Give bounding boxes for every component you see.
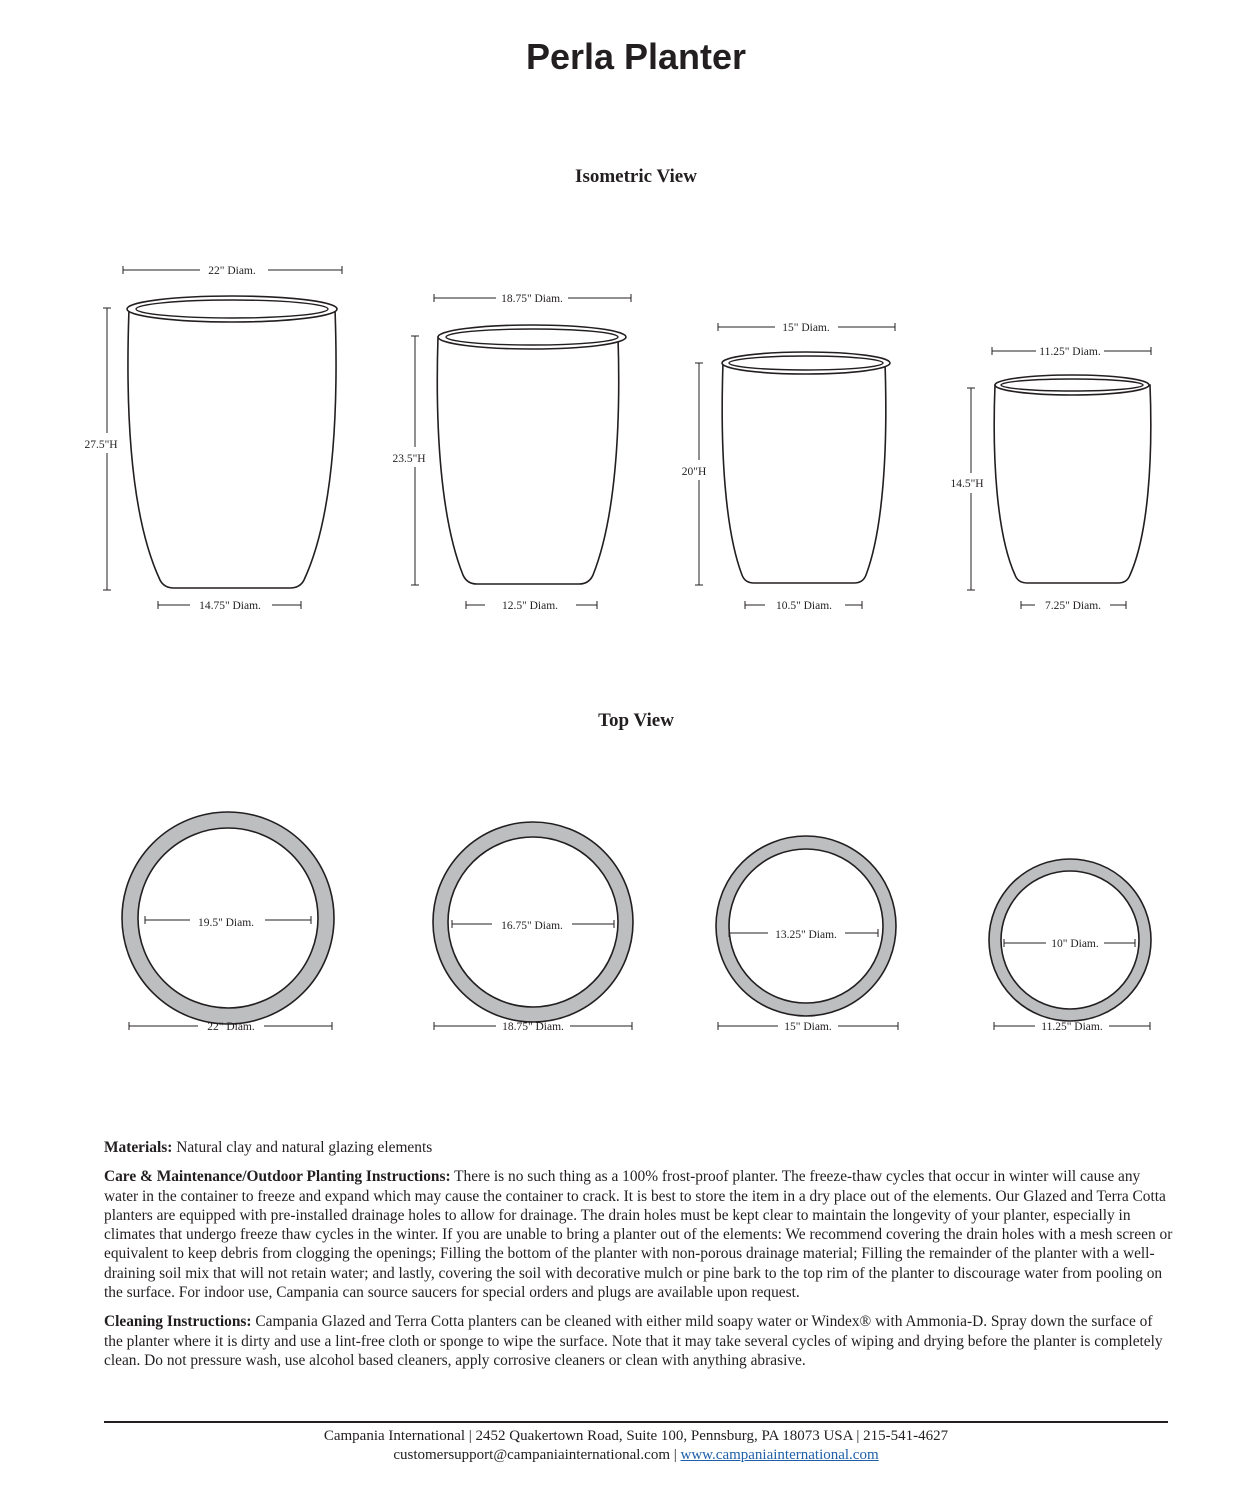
care-label: Care & Maintenance/Outdoor Planting Instructions: — [104, 1168, 451, 1186]
materials-label: Materials: — [104, 1139, 173, 1156]
care-text: There is no such thing as a 100% frost-proof planter. The freeze-thaw cycles that occur in winter will cause any water in the container to freeze and expand which may cause the container to crack. It is best to store the item in a dry place out of the elements. Our Glazed and Terra Cotta planters are equipped with pre-installed drainage holes to allow for drainage. The drain holes must be kept clear to maintain the longevity of your planter, especially in climates that undergo freeze thaw cycles in the winter. If you are unable to bring a planter out of the elements: We recommend covering the drain holes with a mesh screen or equivalent to keep debris from clogging the openings; Filling the bottom of the planter with non-porous drainage material; Filling the remainder of the planter with a well-draining soil mix that will not retain water; and lastly, covering the soil with decorative mulch or pine bark to the top rim of the planter to discourage water from pooling on the surface. For indoor use, Campania can source saucers for special orders and plugs are available upon request. — [104, 1168, 1173, 1302]
iso-2-top-diam: 18.75" Diam. — [501, 293, 563, 305]
footer-divider — [104, 1421, 1168, 1423]
top-ring-4 — [989, 859, 1151, 1033]
notes-section — [104, 1138, 1174, 1380]
page-title: Perla Planter — [525, 36, 747, 77]
top-ring-3 — [716, 836, 898, 1033]
footer-email: customersupport@campaniainternational.com — [393, 1447, 670, 1463]
isometric-view-heading: Isometric View — [575, 166, 697, 187]
iso-2-height: 23.5"H — [392, 453, 426, 465]
materials-paragraph — [104, 1138, 1174, 1157]
top-view-heading: Top View — [598, 710, 674, 731]
iso-3-top-diam: 15" Diam. — [782, 322, 830, 334]
iso-1-height: 27.5"H — [84, 439, 118, 451]
footer-address: Campania International | 2452 Quakertown Road, Suite 100, Pennsburg, PA 18073 USA | 215-541-4627 — [323, 1428, 949, 1444]
top-2-outer-diam: 18.75" Diam. — [502, 1021, 564, 1033]
cleaning-label: Cleaning Instructions: — [104, 1313, 252, 1331]
footer-website-link[interactable]: www.campaniainternational.com — [680, 1447, 879, 1463]
iso-2-base-diam: 12.5" Diam. — [501, 600, 559, 612]
top-1-inner-diam: 19.5" Diam. — [197, 917, 255, 929]
iso-planter-4 — [950, 346, 1151, 612]
top-1-outer-diam: 22" Diam. — [207, 1021, 255, 1033]
iso-planter-1 — [84, 265, 342, 612]
cleaning-paragraph — [104, 1312, 1174, 1370]
top-3-outer-diam: 15" Diam. — [784, 1021, 832, 1033]
iso-4-base-diam: 7.25" Diam. — [1044, 600, 1102, 612]
iso-4-height: 14.5"H — [950, 478, 984, 490]
footer-separator: | — [670, 1447, 681, 1463]
iso-4-top-diam: 11.25" Diam. — [1039, 346, 1101, 358]
cleaning-text: Campania Glazed and Terra Cotta planters can be cleaned with either mild soapy water or Windex® with Ammonia-D. Spray down the surface of the planter where it is dirty and use a lint-free cloth or sponge to wipe the surface. Note that it may take several cycles of wiping and drying before the planter is completely clean. Do not pressure wash, use alcohol based cleaners, apply corrosive cleaners or clean with anything abrasive. — [104, 1313, 1163, 1369]
iso-3-height: 20"H — [681, 466, 707, 478]
care-paragraph — [104, 1167, 1174, 1302]
footer-contact — [0, 1447, 1250, 1464]
iso-planter-2 — [392, 293, 631, 612]
top-ring-1 — [122, 812, 334, 1033]
materials-text: Natural clay and natural glazing elements — [176, 1139, 433, 1156]
top-2-inner-diam: 16.75" Diam. — [501, 920, 563, 932]
top-4-inner-diam: 10" Diam. — [1051, 938, 1099, 950]
iso-planter-3 — [682, 322, 895, 612]
top-4-outer-diam: 11.25" Diam. — [1041, 1021, 1103, 1033]
iso-1-base-diam: 14.75" Diam. — [199, 600, 261, 612]
top-ring-2 — [433, 822, 633, 1033]
iso-3-base-diam: 10.5" Diam. — [775, 600, 833, 612]
iso-1-top-diam: 22" Diam. — [208, 265, 256, 277]
top-3-inner-diam: 13.25" Diam. — [775, 929, 837, 941]
